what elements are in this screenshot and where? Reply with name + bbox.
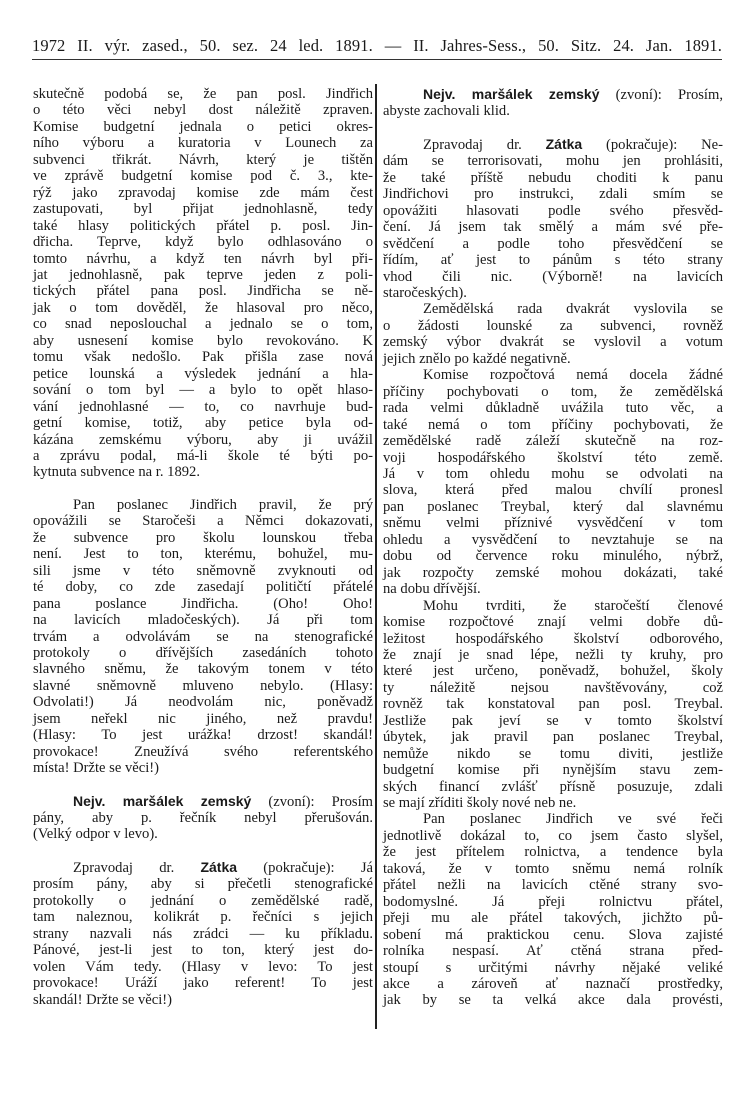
paragraph — [383, 811, 723, 1008]
text-line: zastupovati, byl přijat jednohlasně, tedy — [33, 201, 373, 218]
text-line: skandál! Držte se věci!) — [33, 991, 172, 1008]
text-line: řídím, ať jest to pánům s této strany — [383, 252, 723, 269]
text-line: skutečně podobá se, že pan posl. Jindřich — [33, 86, 373, 102]
text-line: Jindřichovi pro instrukci, zdali smím se — [383, 186, 723, 203]
speaker-text: (zvoní): Prosím — [251, 793, 373, 810]
text-line: Komise budgetní jednala o petici okres- — [33, 118, 373, 135]
text-line: rolníka nespasí. Ať ctěná strana před- — [383, 943, 723, 960]
text-line: ního výboru a kuratoria v Lounech za — [33, 135, 373, 152]
right-column — [383, 86, 723, 1009]
speech-paragraph — [33, 793, 373, 843]
text-line: že také příště nebudu choditi k panu — [383, 169, 723, 186]
text-line — [33, 859, 373, 876]
speaker-name: Nejv. maršálek zemský — [423, 86, 600, 102]
speaker-name: Zátka — [545, 135, 583, 152]
text-line: (Velký odpor v levo). — [33, 826, 158, 843]
text-line: Odvolati!) Já neodvolám nic, poněvadž — [33, 694, 373, 711]
text-line: čení. Já jsem tak smělý a mám své pře- — [383, 219, 723, 236]
paragraph — [383, 367, 723, 597]
text-line: ležitost hospodářského školství odborového, — [383, 630, 723, 647]
text-line: místa! Držte se věci!) — [33, 760, 160, 777]
text-line: že znají je snad lépe, nežli ty kruhy, pro — [383, 646, 723, 663]
text-line: Zemědělská rada dvakrát vyslovila se — [423, 301, 723, 318]
text-line: úbytek, jak pravil pan poslanec Treybal, — [383, 729, 723, 746]
text-line: sněmu velmi příznivé vysvědčení v tom — [383, 515, 723, 532]
text-line: dám se terrorisovati, mohu jen prohlásiti, — [383, 153, 723, 170]
text-line: tomu však nedošlo. Pak přišla zase nová — [33, 349, 373, 366]
paragraph — [383, 598, 723, 812]
text-line: zemědělské radě záleží skutečně na roz- — [383, 433, 723, 450]
text-line: zemský výbor dvakrát se vyslovil a votum — [383, 334, 723, 351]
text-line: akce a zároveň ať naznačí prostředky, — [383, 976, 723, 993]
speaker-text: Zpravodaj dr. — [73, 859, 201, 876]
text-line: tických přátel pana posl. Jindřicha se ně- — [33, 283, 373, 300]
text-line: které jest určeno, poněvadž, bohužel, školy — [383, 663, 723, 680]
column-divider — [375, 84, 377, 1029]
text-line: Pánové, jest-li jest to ton, který jest do- — [33, 942, 373, 959]
text-line: nemůže nikdo se tomu diviti, jestliže — [383, 745, 723, 762]
text-line: dřicha. Teprve, když bylo odhlasováno o — [33, 234, 373, 251]
text-line: Pan poslanec Jindřich ve své řeči — [423, 811, 723, 828]
paragraph — [33, 497, 373, 777]
text-line: sování o tom byl — a bylo to opět hlaso- — [33, 382, 373, 399]
text-line: jak by se ta velká akce dala provésti, — [383, 992, 723, 1009]
text-line: jednotlivě dokázal to, co jsem často slyšel, — [383, 827, 723, 844]
text-line: a zprávu podal, má-li škole té býti po- — [33, 447, 373, 464]
speaker-text: (zvoní): Prosím, — [599, 87, 723, 103]
text-line: rovněž tak konstatoval pan posl. Treybal. — [383, 696, 723, 713]
text-line — [383, 136, 723, 153]
text-line: o této věci nebyl dost náležitě zpraven. — [33, 102, 373, 119]
text-line: ve zprávě budgetní komise pod č. 3., kte- — [33, 168, 373, 185]
text-line: ty náležitě nejsou navštěvovány, což — [383, 679, 723, 696]
text-line: slavné sněmovně mluveno nebylo. (Hlasy: — [33, 677, 373, 694]
text-line: sili jsme v této sněmovně zvyknouti od — [33, 562, 373, 579]
text-line: strany nazvali nás zrádci — ku příkladu. — [33, 925, 373, 942]
text-line: také nemá o tom příčiny pochybovati, že — [383, 416, 723, 433]
text-line: petice lounská a výsledek jednání a hla- — [33, 365, 373, 382]
text-line: subvenci třikrát. Návrh, který je tištěn — [33, 151, 373, 168]
text-line: kázána zemskému výboru, aby ji uvážil — [33, 431, 373, 448]
text-line: dobu od července roku minulého, nýbrž, — [383, 548, 723, 565]
text-line: jsem neřekl nic jiného, než pravdu! — [33, 710, 373, 727]
speaker-text: Zpravodaj dr. — [423, 136, 546, 153]
text-line: tam naleznou, kolikrát p. řečníci s jejich — [33, 909, 373, 926]
speech-paragraph — [33, 859, 373, 1008]
text-line: taková, že v tomto sněmu nemá rolník — [383, 860, 723, 877]
text-line: getní komise, totiž, aby petice byla od- — [33, 415, 373, 432]
text-line: pana poslance Jindřicha. (Oho! Oho! — [33, 595, 373, 612]
text-line: přátel nežli na lavicích ctěné strany svo- — [383, 877, 723, 894]
speech-paragraph — [383, 86, 723, 120]
text-line: té doby, co zde zasedají političtí přátelé — [33, 579, 373, 596]
text-line: trvám a odvolávám se na stenografické — [33, 628, 373, 645]
text-line: prosím pány, aby si přečetli stenografické — [33, 876, 373, 893]
text-line: jak rozpočty zemské mohou dokázati, také — [383, 564, 723, 581]
paragraph — [33, 86, 373, 481]
text-line: slova, která před malou chvílí pronesl — [383, 482, 723, 499]
text-line: tomto návrhu, a když ten návrh byl při- — [33, 250, 373, 267]
text-line: rýž jako zpravodaj komise zde mám čest — [33, 184, 373, 201]
text-line: budgetní komise při nynějším stavu zem- — [383, 762, 723, 779]
text-line: jat jednohlasně, pak teprve jeden z poli- — [33, 266, 373, 283]
speaker-name: Zátka — [200, 858, 238, 875]
text-line: opovážili se Staročeši a Němci dokazovati, — [33, 513, 373, 530]
text-line: opovážiti hlasovati podle svého přesvěd- — [383, 202, 723, 219]
text-line: protokolly o jednání o zemědělské radě, — [33, 892, 373, 909]
text-line: abyste zachovali klid. — [383, 103, 510, 120]
text-line: kytnuta subvence na r. 1892. — [33, 464, 200, 481]
text-line: na lavicích mladočeských). Já při tom — [33, 612, 373, 629]
text-line: stoupí s určitými návrhy nějaké veliké — [383, 959, 723, 976]
text-line: příčiny pochybovati o tom, že zemědělská — [383, 383, 723, 400]
text-line: na dobu dřívější. — [383, 581, 481, 598]
text-line: provokace! Zneužívá svého referentského — [33, 743, 373, 760]
text-line: vání jednohlasné — to, co navrhuje bud- — [33, 398, 373, 415]
text-line: pan poslanec Treybal, který dal slavnému — [383, 498, 723, 515]
text-line: se mají zříditi školy nové neb ne. — [383, 795, 577, 812]
text-line: vhod čili nic. (Výborně! na lavicích — [383, 268, 723, 285]
text-line: že jest přítelem rolnictva, a tendence byla — [383, 844, 723, 861]
text-line: Pan poslanec Jindřich pravil, že prý — [73, 496, 373, 513]
text-line: o žádosti lounské za subvenci, rovněž — [383, 317, 723, 334]
speaker-name: Nejv. maršálek zemský — [73, 792, 252, 809]
text-line: Mohu tvrditi, že staročeští členové — [423, 597, 723, 614]
text-line: komise rozpočtové znají velmi dobře dů- — [383, 614, 723, 631]
text-line: staročeských). — [383, 284, 467, 301]
text-line: volen Vám tedy. (Hlasy v levo: To jest — [33, 958, 373, 975]
left-column — [33, 86, 373, 1008]
speaker-text: (pokračuje): Já — [237, 859, 373, 876]
text-line: sobení má praktickou cenu. Slova zajisté — [383, 926, 723, 943]
text-line: pány, aby p. řečník nebyl přerušován. — [33, 810, 373, 827]
text-line: není. Jest to ton, kterému, bohužel, mu- — [33, 546, 373, 563]
paragraph — [383, 301, 723, 367]
text-line: aby usnesení komise bylo revokováno. K — [33, 332, 373, 349]
text-line: provokace! Uráží jako referent! To jest — [33, 975, 373, 992]
text-line: bodomyslné. Já přeji rolnictvu přátel, — [383, 893, 723, 910]
text-line: Já v tom ohledu mohu se odvolati na — [383, 465, 723, 482]
text-line — [383, 86, 723, 103]
text-line: jejich znělo po každé negativně. — [383, 350, 571, 367]
text-line: Komise rozpočtová nemá docela žádné — [423, 367, 723, 384]
text-line: rada velmi důkladně uvážila tuto věc, a — [383, 400, 723, 417]
text-line: ohledu a vysvědčení to nevztahuje se na — [383, 531, 723, 548]
text-line: slavného sněmu, že takovým tonem v této — [33, 661, 373, 678]
text-line: (Hlasy: To jest urážka! drzost! skandál! — [33, 727, 373, 744]
text-line: Jestliže pak jeví se v tomto školství — [383, 712, 723, 729]
page-header: 1972 II. výr. zased., 50. sez. 24 led. 1891. — II. Jahres-Sess., 50. Sitz. 24. Jan. 1891. — [32, 36, 722, 60]
speaker-text: (pokračuje): Ne- — [582, 136, 723, 153]
text-line: ských financí zvlášť přísně posuzuje, zdali — [383, 778, 723, 795]
text-line: také hlasy politických přátel p. posl. Jin- — [33, 217, 373, 234]
text-line: protokoly o dřívějších zasedáních tohoto — [33, 644, 373, 661]
text-line: přeji mu ale přátel takových, jichžto pů- — [383, 910, 723, 927]
text-line: voji hospodářského školství této země. — [383, 449, 723, 466]
text-line: jak o tom dověděl, že hlasoval pro něco, — [33, 299, 373, 316]
text-line: že subvence pro školu lounskou třeba — [33, 529, 373, 546]
text-line: co snad neposlouchal a jednalo se o tom, — [33, 316, 373, 333]
text-line — [33, 793, 373, 810]
speech-paragraph — [383, 136, 723, 302]
text-line: svědčení a podle toho přesvědčení se — [383, 235, 723, 252]
